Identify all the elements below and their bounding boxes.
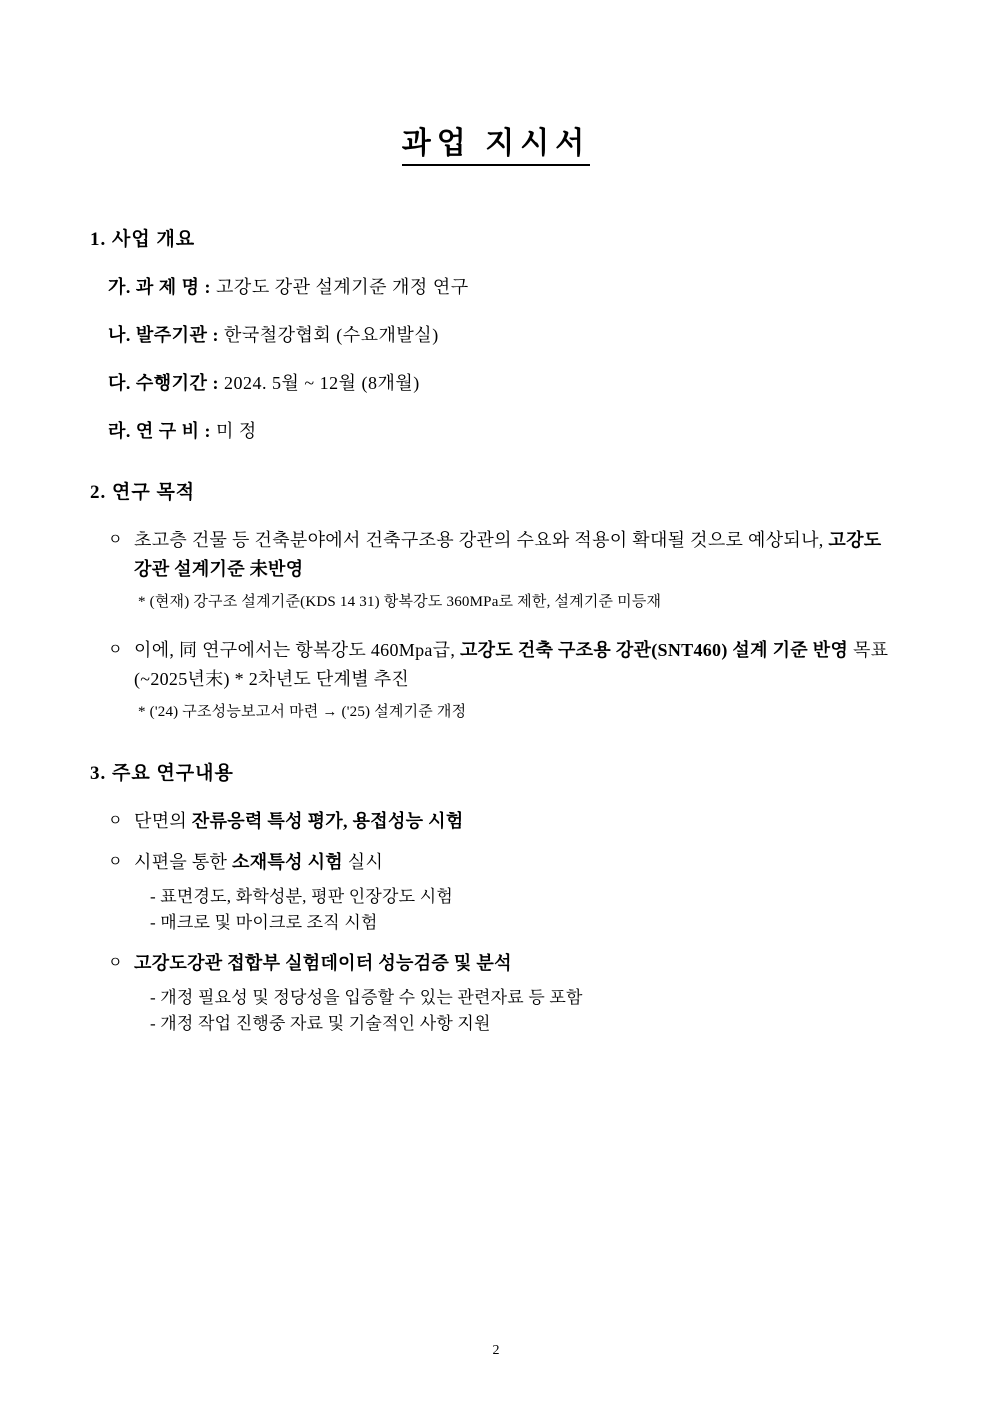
dash-line: - 개정 작업 진행중 자료 및 기술적인 사항 지원 xyxy=(150,1014,491,1034)
bullet-text-bold: 잔류응력 특성 평가, 용접성능 시험 xyxy=(191,810,464,831)
bullet-text-bold: 고강도강관 접합부 실험데이터 성능검증 및 분석 xyxy=(134,952,512,973)
bullet-text-plain-2: 목표(~2025년末) * 2차년도 단계별 추진 xyxy=(134,639,889,689)
bullet-note: * ('24) 구조성능보고서 마련 → ('25) 설계기준 개정 xyxy=(138,704,467,721)
sub-item-client xyxy=(108,321,902,347)
bullet-text-plain-2: 실시 xyxy=(342,851,384,872)
sub-item-label: 라. 연 구 비 : xyxy=(108,421,212,441)
section-heading-3: 3. 주요 연구내용 xyxy=(90,762,234,784)
page-number: 2 xyxy=(492,1343,500,1358)
page-title-text: 과업 지시서 xyxy=(402,127,590,166)
dash-line: - 개정 필요성 및 정당성을 입증할 수 있는 관련자료 등 포함 xyxy=(150,987,583,1007)
bullet-text-plain: 초고층 건물 등 건축분야에서 건축구조용 강관의 수요와 적용이 확대될 것으로 예상되나, xyxy=(134,530,829,550)
bullet-text xyxy=(134,848,902,877)
bullet-text xyxy=(134,636,902,694)
bullet-text xyxy=(134,949,902,978)
sub-item-label: 가. 과 제 명 : xyxy=(108,277,212,297)
sub-item-budget xyxy=(108,417,902,443)
bullet-text-plain: 시편을 통한 xyxy=(134,851,233,872)
bullet-text-plain: 단면의 xyxy=(134,810,192,831)
bullet-marker: ㅇ xyxy=(108,812,123,829)
sub-item-value: 미 정 xyxy=(216,421,257,441)
bullet-marker: ㅇ xyxy=(108,532,123,548)
sub-item-label: 나. 발주기관 : xyxy=(108,325,219,345)
section-heading-2: 2. 연구 목적 xyxy=(90,482,196,503)
bullet-item xyxy=(108,636,902,694)
bullet-marker: ㅇ xyxy=(108,954,123,971)
bullet-text-bold: 고강도 강관 설계기준 未반영 xyxy=(134,530,882,580)
sub-item-duration xyxy=(108,369,902,395)
bullet-item xyxy=(108,949,902,978)
bullet-item xyxy=(108,807,902,836)
dash-line: - 표면경도, 화학성분, 평판 인장강도 시험 xyxy=(150,886,453,906)
bullet-text-plain: 이에, 同 연구에서는 항복강도 460Mpa급, xyxy=(134,639,460,660)
bullet-marker: ㅇ xyxy=(108,641,123,658)
bullet-text xyxy=(134,807,902,836)
sub-item-value: 한국철강협회 (수요개발실) xyxy=(223,325,439,345)
bullet-item xyxy=(108,848,902,877)
bullet-note: * (현재) 강구조 설계기준(KDS 14 31) 항복강도 360MPa로 제한, 설계기준 미등재 xyxy=(138,594,662,611)
bullet-text xyxy=(134,526,902,584)
bullet-text-bold: 고강도 건축 구조용 강관(SNT460) 설계 기준 반영 xyxy=(459,639,849,660)
bullet-text-bold: 소재특성 시험 xyxy=(232,851,343,872)
bullet-item xyxy=(108,526,902,584)
sub-item-label: 다. 수행기간 : xyxy=(108,373,219,393)
dash-line: - 매크로 및 마이크로 조직 시험 xyxy=(150,913,378,933)
bullet-marker: ㅇ xyxy=(108,853,123,870)
sub-item-value: 고강도 강관 설계기준 개정 연구 xyxy=(216,277,469,297)
section-heading-1: 1. 사업 개요 xyxy=(90,229,196,250)
sub-item-value: 2024. 5월 ~ 12월 (8개월) xyxy=(223,373,420,393)
sub-item-project-name xyxy=(108,273,902,299)
page-title xyxy=(90,118,902,162)
